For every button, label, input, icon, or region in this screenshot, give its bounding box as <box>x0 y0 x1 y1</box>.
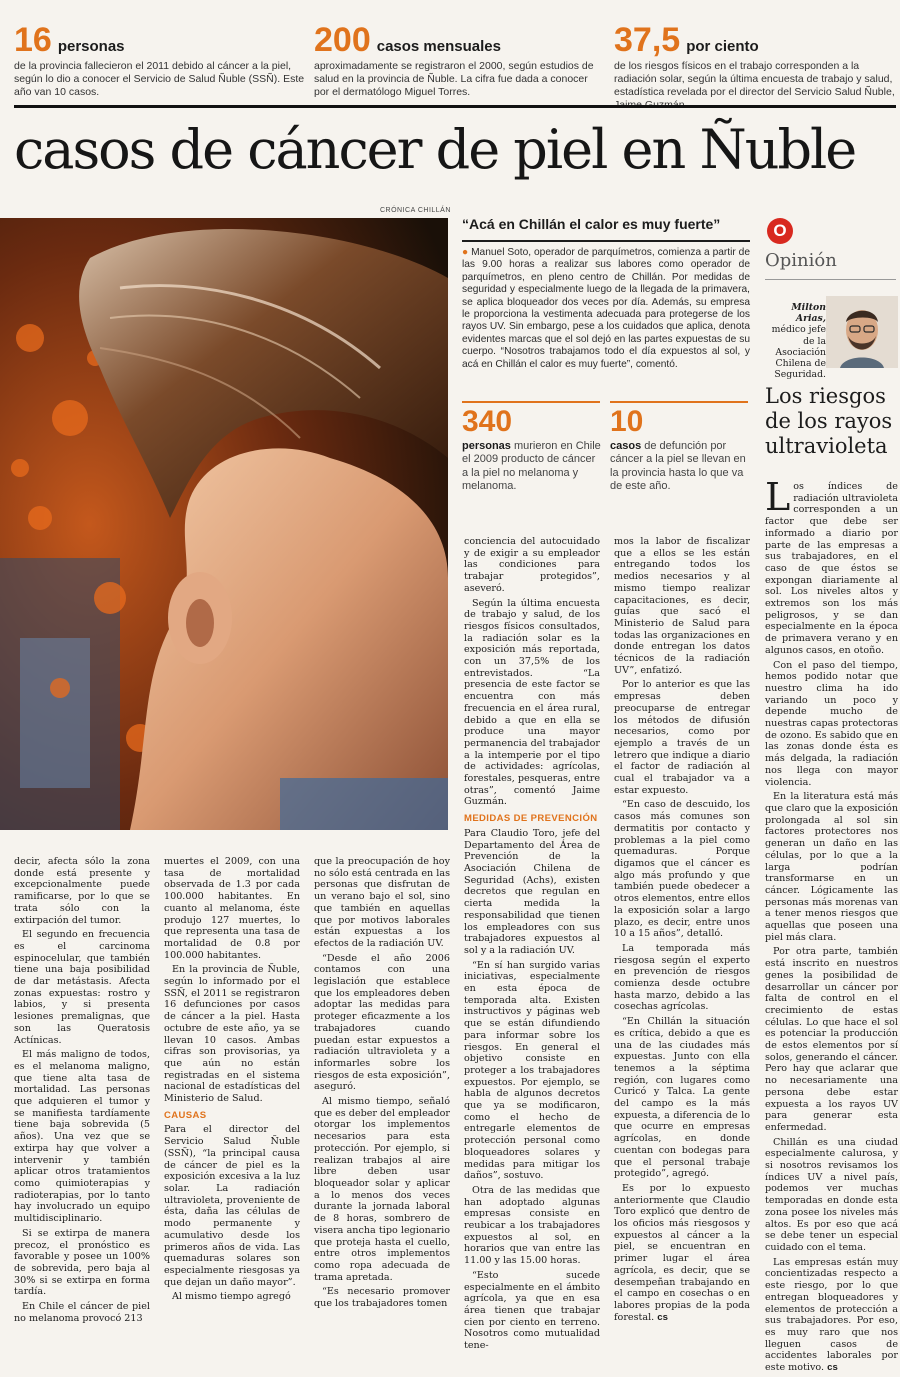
paragraph: Según la última encuesta de trabajo y salud, de los riesgos físicos consultados, la radiación solar es la exposición más reportada, con un 37,5% de los entrevistados. “La presencia de este factor se encuentra con más frecuencia en el área rural, debido a que en ella se produce una mayor permanencia del trabajador a la intemperie por el tipo de actividades: agrícolas, forestales, pesqueras, entre otras”, comentó Jaime Guzmán. <box>464 597 600 808</box>
paragraph: “Es necesario promover que los trabajadores tomen <box>314 1286 450 1310</box>
sidebar-body <box>462 247 750 371</box>
paragraph <box>614 1183 750 1323</box>
paragraph: “En caso de descuido, los casos más comunes son dermatitis por contacto y problemas a la piel como quemaduras. Porque digamos que el cáncer es algo más profundo y que también puede obedecer a otros elementos, entre ellos la exposición solar a largo plazo, es decir, entre unos 10 a 15 años”, detalló. <box>614 799 750 940</box>
paragraph: “Desde el año 2006 contamos con una legislación que establece que los empleadores deben adoptar las medidas para proteger eficazmente a los trabajadores cuando puedan estar expuestos a radiación ultravioleta y a informarles sobre los riesgos de esta exposición”, aseguró. <box>314 952 450 1093</box>
paragraph: En Chile el cáncer de piel no melanoma provocó 213 <box>14 1301 150 1324</box>
stat-value: 200 <box>314 21 371 59</box>
article-column-1 <box>14 856 150 1327</box>
stat-value: 16 <box>14 21 52 59</box>
top-stats <box>14 22 896 102</box>
stat-text: de la provincia fallecieron el 2011 debido al cáncer a la piel, según lo dio a conocer el Servicio de Salud Ñuble (SSÑ). Este año van 10 casos. <box>14 60 305 98</box>
opinion-paragraph <box>765 475 898 657</box>
photo-credit: CRÓNICA CHILLÁN <box>380 207 451 214</box>
sidebar-body-text: Manuel Soto, operador de parquímetros, comienza a partir de las 9.00 horas a realizar sus labores como operador de parquímetros, en pleno centro de Chillán. Por medidas de seguridad y especialmente luego de la llegada de la primavera, se aplica bloqueador dos veces por día. Además, su empresa le proporciona la vestimenta adecuada para protegerse de los rayos UV. Sin embargo, pese a los cuidados que aplica, denota evidentes marcas que el sol dejó en las partes expuestas de su cuerpo. “Nosotros trabajamos todo el día expuestos al sol, y acá en Chillán el calor es muy fuerte”, comentó. <box>462 247 750 370</box>
article-column-5 <box>614 536 750 1326</box>
paragraph-text: os índices de radiación ultravioleta corresponden a un factor que debe ser informado a diario por parte de las empresas a sus trabajadores, en el caso de que éstos se expongan diariamente al sol. Los niveles altos y extremos son los más peligrosos, y se dan especialmente en la época de primavera verano y en algunos casos, en otoño. <box>765 481 898 656</box>
woman-profile-photo <box>0 218 448 830</box>
stat-bold: casos <box>610 440 642 452</box>
paragraph: Si se extirpa de manera precoz, el pronóstico es favorable y posee un 100% de sobrevida, pero baja al 30% si se extirpa en forma tardía. <box>14 1227 150 1298</box>
stat-rest: de defunción por cáncer a la piel se llevan en la provincia hasta lo que va de este año. <box>610 440 746 493</box>
paragraph: “En sí han surgido varias iniciativas, especialmente en esta época de temporada alta. Existen instructivos y páginas web que se están difundiendo para informar sobre los riesgos. En general el objetivo consiste en proteger a los trabajadores expuestos. Por ejemplo, se habla de algunos decretos que ya se modificaron, como el hecho de entregarle elementos de protección personal como bloqueadores solares y medidas para mitigar los daños”, sostuvo. <box>464 959 600 1182</box>
stat-unit: casos mensuales <box>376 38 501 55</box>
stat-text <box>462 440 602 494</box>
article-column-3 <box>314 856 450 1313</box>
paragraph: mos la labor de fiscalizar que a ellos se les están entregando todos los medios necesarios y al mismo tiempo realizar capacitaciones, es decir, guías que sacó el Ministerio de Salud para todas las organizaciones en donde entregan los datos técnicos de la radiación UV”, enfatizó. <box>614 536 750 676</box>
main-photo <box>0 218 448 830</box>
stat-value: 340 <box>462 405 513 438</box>
article-column-2 <box>164 856 300 1306</box>
opinion-author <box>760 302 826 380</box>
paragraph: Al mismo tiempo agregó <box>172 1291 291 1303</box>
stat-unit: personas <box>57 38 125 55</box>
stat-text: aproximadamente se registraron el 2000, según estudios de salud en la provincia de Ñuble. La cifra fue dada a conocer por el dermatólogo Miguel Torres. <box>314 60 594 98</box>
bullet-icon: ● <box>462 247 472 258</box>
paragraph: conciencia del autocuidado y de exigir a su empleador las condiciones para trabajar protegidos”, aseveró. <box>464 536 600 594</box>
sidebar-quote: “Acá en Chillán el calor es muy fuerte” <box>462 216 721 232</box>
paragraph: Otra de las medidas que han adoptado algunas empresas consiste en reubicar a los trabajadores expuestos al sol, en horarios que van entre las 11.00 y las 15.00 horas. <box>464 1184 600 1267</box>
opinion-paragraph: Con el paso del tiempo, hemos podido notar que nuestro clima ha ido variando un poco y depende mucho de nuestras capas protectoras de ozono. Es sabido que en las zonas donde ésta es más delgada, la radiación nos llega con mayor violencia. <box>765 659 898 788</box>
opinion-divider <box>765 279 896 280</box>
stat-deaths <box>14 22 314 99</box>
stat-value: 37,5 <box>614 21 681 59</box>
paragraph: Al mismo tiempo, señaló que es deber del empleador otorgar los implementos necesarios para esta protección. Por ejemplo, si realizan trabajos al aire libre deben usar bloqueador solar y aplicar a lo menos dos veces durante la jornada laboral de 8 horas, sombrero de visera ancha tipo legionario que proteja hasta el cuello, entre otros implementos como ropa adecuada de trama apretada. <box>314 1096 450 1283</box>
paragraph: El más maligno de todos, es el melanoma maligno, que tiene alta tasa de mortalidad. Las personas que adquieren el tumor y se manifiesta tardíamente tiene baja sobrevida (5 años). Una vez que se extirpa hay que volver a intervenir y también aplicar otros tratamientos como quimioterapias y radioterapias, por lo tanto hay involucrado un equipo multidisciplinario. <box>14 1049 150 1225</box>
paragraph: La temporada más riesgosa según el experto en prevención de riesgos comienza desde octubre hasta marzo, debido a las cosechas agrícolas. <box>614 942 750 1013</box>
stat-value: 10 <box>610 405 644 438</box>
stat-monthly-cases <box>314 22 604 99</box>
author-portrait-icon <box>826 296 898 368</box>
subhead-prevencion: MEDIDAS DE PREVENCIÓN <box>464 813 598 825</box>
dropcap: L <box>765 475 791 519</box>
stat-rest: murieron en Chile el 2009 producto de cáncer a la piel no melanoma y melanoma. <box>462 440 601 493</box>
paragraph: “Esto sucede especialmente en el ámbito agrícola, ya que en esa área tienen que trabajar cien por ciento en terreno. Nosotros como mutualidad tene- <box>464 1269 600 1352</box>
stat-text: de los riesgos físicos en el trabajo corresponden a la radiación solar, según la última encuesta de trabajo y salud, estadística revelada por el director del Servicio Salud Ñuble, <box>614 60 895 98</box>
opinion-body <box>765 475 898 1377</box>
paragraph: “En Chillán la situación es crítica, debido a que es una de las ciudades más expuestas. Junto con ella tenemos a la séptima región, con lugares como Curicó y Talca. La gente del campo es la más expuesta, a diferencia de lo que ocurre en empresas agrícolas, en donde cuentan con bodegas para que el personal trabaje protegido”, agregó. <box>614 1016 750 1180</box>
opinion-paragraph <box>765 1257 898 1374</box>
paragraph: decir, afecta sólo la zona donde está presente y excepcionalmente puede ramificarse, por lo que se trata sólo con la extirpación del tumor. <box>14 856 150 926</box>
opinion-paragraph: Chillán es una ciudad especialmente calurosa, y si nosotros revisamos los índices UV a nivel país, podemos ver muchas temporadas en donde esta zona posee los niveles más altos. Es por eso que acá se debe tener un especial cuidado con el tema. <box>765 1136 898 1253</box>
top-divider <box>14 105 896 108</box>
paragraph-text: Las empresas están muy concientizadas respecto a este riesgo, por lo que entregan bloqueadores y elementos de protección a sus trabajadores. Por eso, es muy raro que nos lleguen casos de accidentes laborales por este motivo. <box>765 1256 898 1374</box>
stat-bold: personas <box>462 440 511 452</box>
paragraph: El segundo en frecuencia es el carcinoma espinocelular, que también tiene una baja posibilidad de dar metástasis. Afecta zonas expuestas: rostro y labios, y si presenta lesiones premalignas, que son las Queratosis Actínicas. <box>14 929 150 1046</box>
paragraph: En la provincia de Ñuble, según lo informado por el SSÑ, el 2011 se registraron 16 defunciones por casos de cáncer a la piel. Hasta octubre de este año, ya se llevan 10 casos. Ambas cifras son provisorias, ya que aún no están registradas en el sistema nacional de estadísticas del Ministerio de Salud. <box>164 964 300 1105</box>
opinion-title: Los riesgos de los rayos ultravioleta <box>765 384 893 458</box>
paragraph: que la preocupación de hoy no sólo está centrada en las personas que disfrutan de un verano bajo el sol, sino que también en aquellas que por motivos laborales están expuestas a los efectos de la radiación UV. <box>314 856 450 949</box>
author-name: Milton Arias, <box>791 302 826 325</box>
sidebar-stat-340 <box>462 406 602 494</box>
page-title: casos de cáncer de piel en Ñuble <box>14 118 856 181</box>
opinion-paragraph: Por otra parte, también está inscrito en nuestros genes la posibilidad de desarrollar un cáncer por falta de control en el crecimiento de estas células. Lo que hace el sol es potenciar la producción de estos elementos por sí solos, generando el cáncer. Pero hay que aclarar que no necesariamente una persona debe estar expuesta a los rayos UV para generar esta enfermedad. <box>765 946 898 1133</box>
stat-percent <box>614 22 896 112</box>
stat-divider <box>462 401 600 403</box>
stat-text <box>610 440 750 494</box>
stat-divider <box>610 401 748 403</box>
sidebar-divider <box>462 240 750 242</box>
paragraph: Para el director del Servicio Salud Ñuble (SSÑ), “la principal causa de cáncer de piel es la exposición excesiva a la luz solar. La radiación ultravioleta, proveniente de ésta, daña las células de modo permanente y acumulativo desde los primeros años de vida. Las quemaduras solares son especialmente riesgosas ya que dejan un daño mayor”. <box>164 1124 300 1288</box>
opinion-label: Opinión <box>765 250 837 271</box>
avatar <box>826 296 898 368</box>
opinion-badge: O <box>767 218 793 244</box>
subhead-causas: CAUSAS <box>164 1109 207 1121</box>
article-column-4 <box>464 536 600 1355</box>
paragraph: muertes el 2009, con una tasa de mortalidad observada de 1.3 por cada 100.000 habitantes. En cuanto al melanoma, éste produjo 127 muertes, lo que representa una tasa de mortalidad de 0.8 por 100.000 habitantes. <box>164 856 300 961</box>
paragraph: Para Claudio Toro, jefe del Departamento del Área de Prevención de la Asociación Chilena de Seguridad (Achs), existen decretos que regulan en cierta medida la responsabilidad que tienen los empleadores con sus trabajadores expuestos al sol y a la radiación UV. <box>464 827 600 956</box>
sidebar-stat-10 <box>610 406 750 494</box>
stat-unit: por ciento <box>686 38 759 55</box>
end-mark: cs <box>657 1311 668 1323</box>
author-role: médico jefe de la Asociación Chilena de Seguridad. <box>771 324 826 381</box>
opinion-paragraph: En la literatura está más que claro que la exposición prolongada al sol sin factores protectores nos generan un daño en las células, por lo que a la larga podrían transformarse en un cáncer. Lógicamente las personas más morenas van a tener menos riesgos que aquellas que poseen una piel más clara. <box>765 791 898 943</box>
end-mark: cs <box>827 1362 838 1374</box>
paragraph: Por lo anterior es que las empresas deben preocuparse de entregar los métodos de difusión necesarios, como por ejemplo a través de un letrero que indique a diario el factor de radiación al cual el trabajador va a estar expuesto. <box>614 679 750 796</box>
paragraph-text: Es por lo expuesto anteriormente que Claudio Toro explicó que dentro de los oficios más riesgosos y expuestos al cáncer a la piel, se encuentran en primer lugar el área agrícola, es decir, que se desempeñan trabajando en el campo en cosechas o en labores propias de la poda forestal. <box>614 1182 750 1323</box>
